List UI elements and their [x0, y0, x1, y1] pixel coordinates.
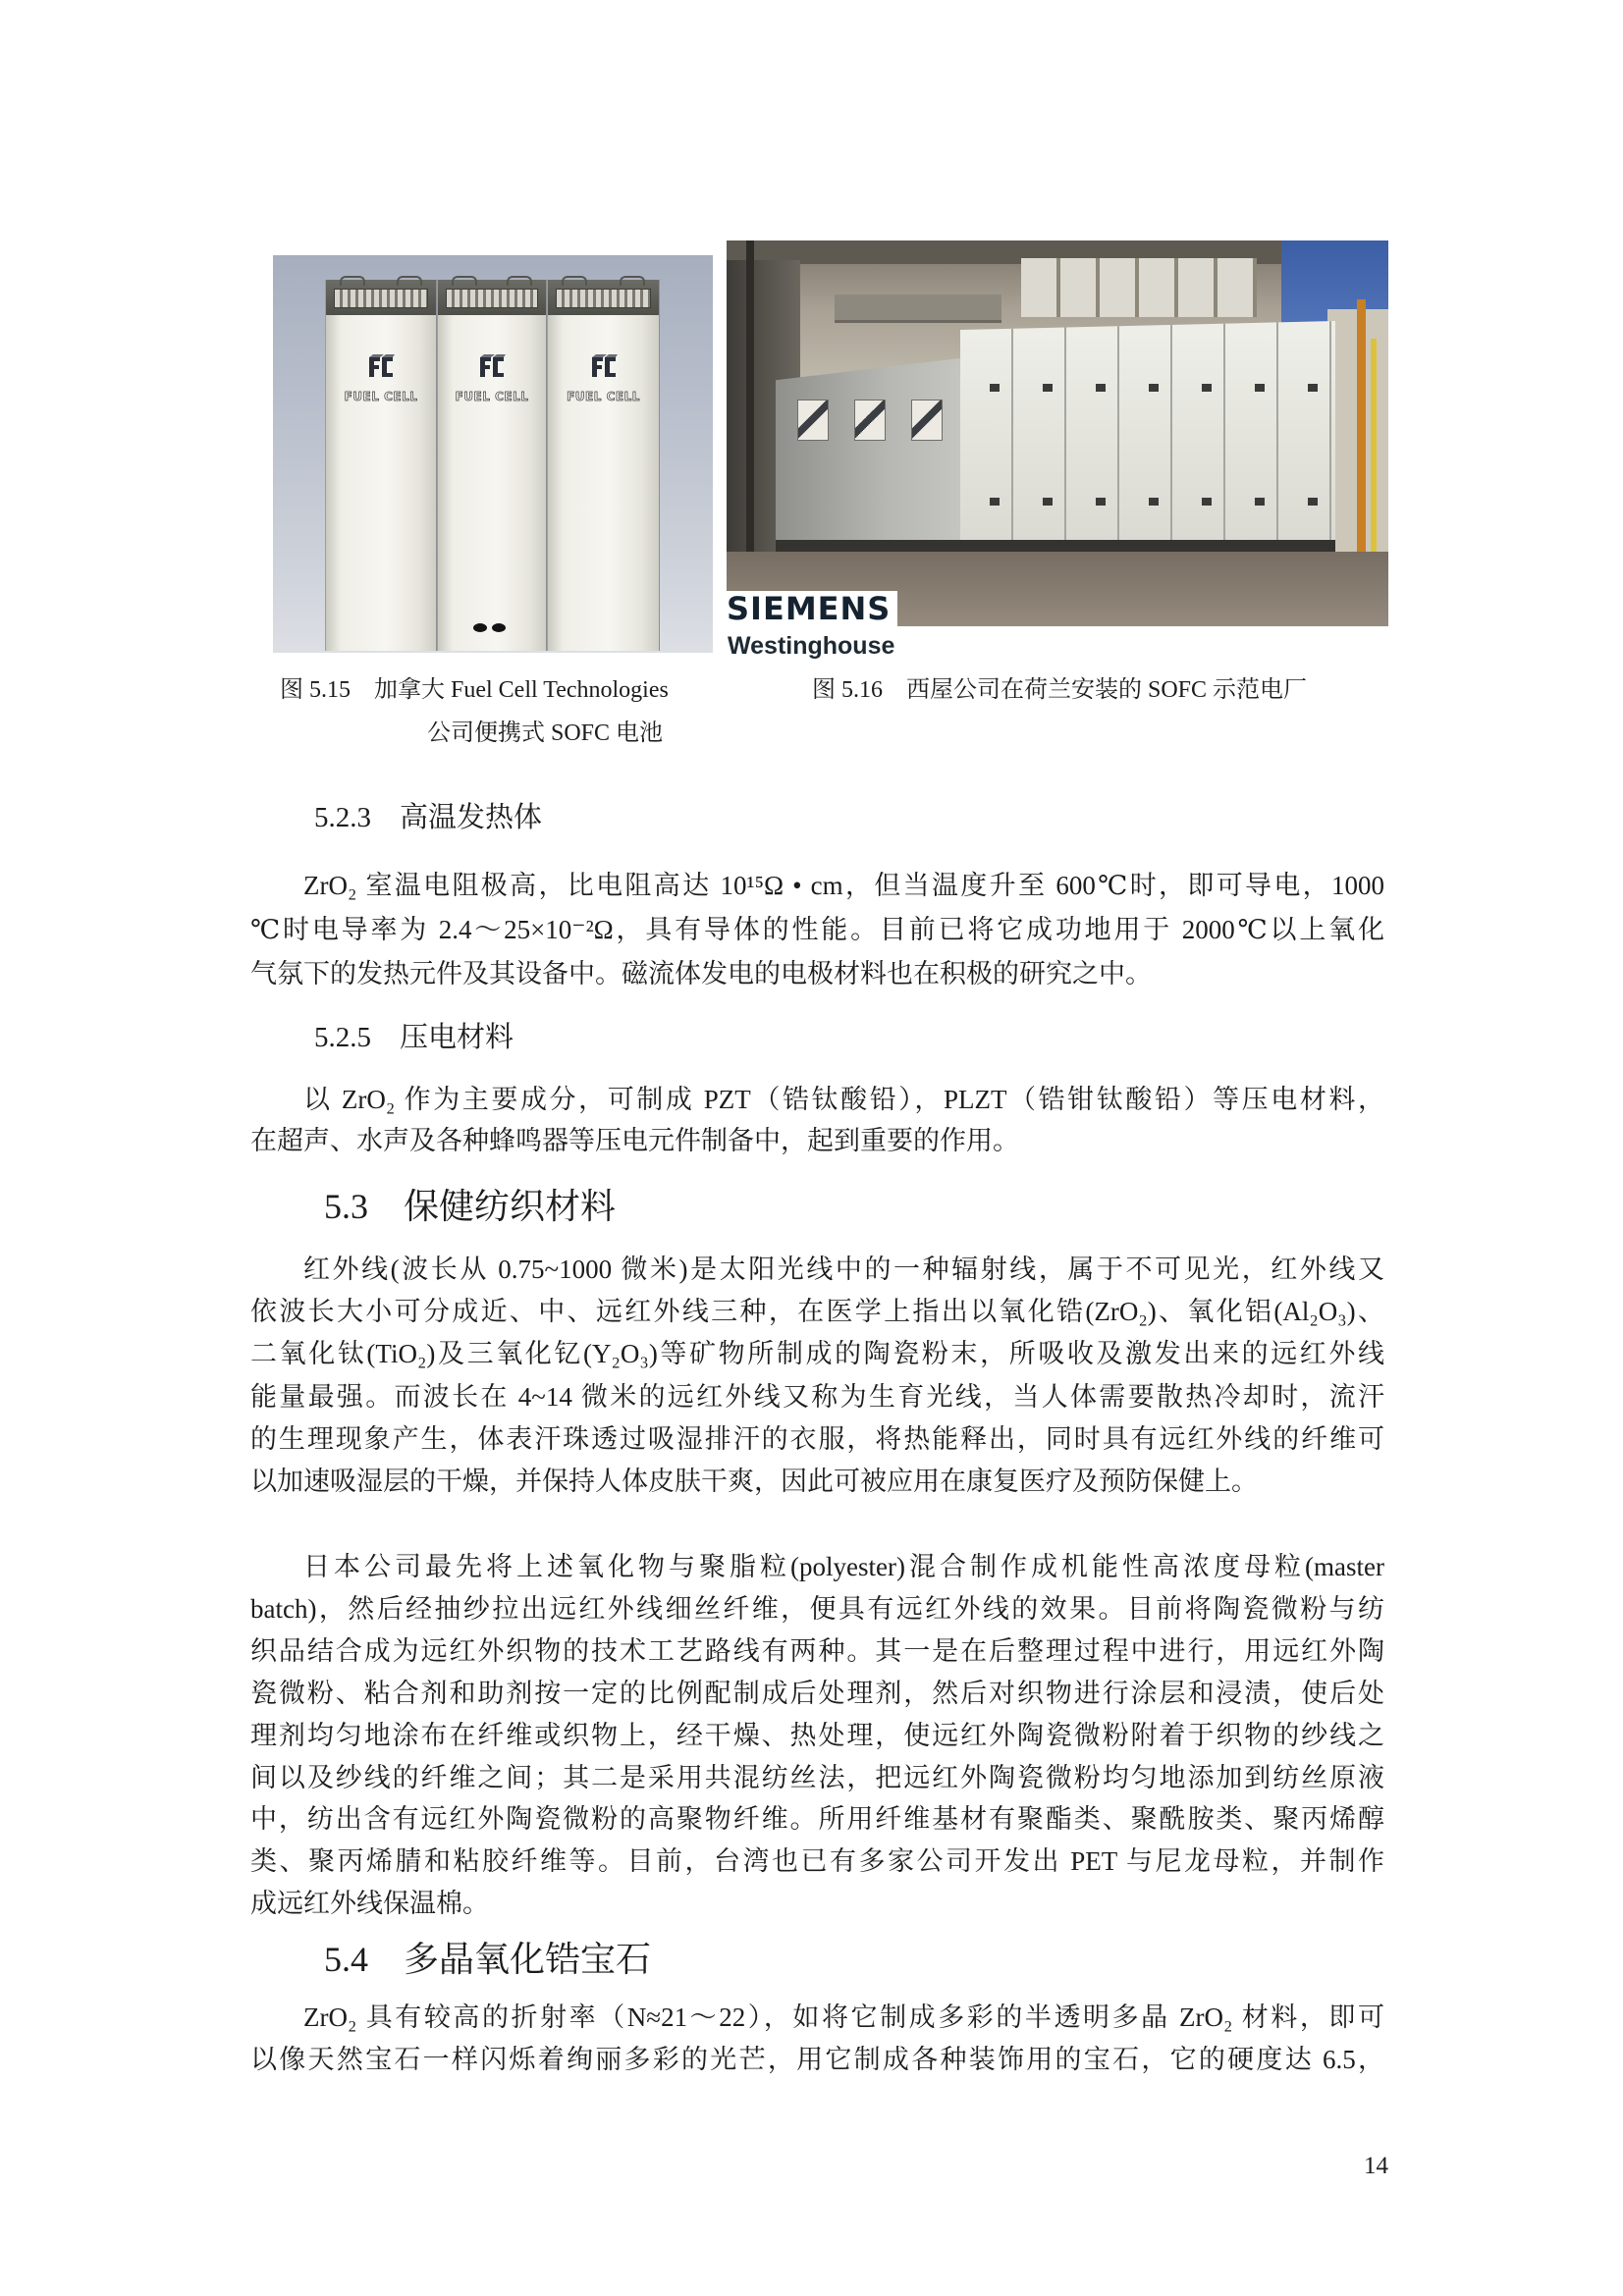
paragraph-line: 成远红外线保温棉。 — [250, 1889, 489, 1919]
paragraph — [250, 1079, 1384, 1161]
paragraph-line: 红外线(波长从 0.75~1000 微米)是太阳光线中的一种辐射线，属于不可见光，红外线又 — [303, 1255, 1384, 1284]
paragraph — [250, 864, 1384, 996]
cabinet-latches — [970, 498, 1325, 506]
fuel-cell-unit — [326, 280, 436, 651]
paragraph-line: batch)，然后经抽纱拉出远红外线细丝纤维，便具有远红外线的效果。目前将陶瓷微粉与纺 — [250, 1593, 1384, 1624]
cabinet-sign — [854, 400, 886, 441]
siemens-logo: SIEMENS — [727, 591, 897, 626]
fct-logo-icon — [477, 352, 507, 380]
handle-icon — [397, 276, 422, 286]
section-heading: 5.3 保健纺织材料 — [324, 1187, 617, 1226]
paragraph-line: 二氧化钛(TiO₂)及三氧化钇(Y₂O₃)等矿物所制成的陶瓷粉末，所吸收及激发出来的远红外线 — [250, 1339, 1384, 1369]
connector-knob — [492, 623, 506, 632]
pipe — [746, 240, 754, 564]
unit-label: FUEL CELL — [567, 390, 640, 403]
paragraph-line: 瓷微粉、粘合剂和助剂按一定的比例配制成后处理剂，然后对织物进行涂层和浸渍，使后处 — [250, 1678, 1384, 1708]
westinghouse-logo: Westinghouse — [728, 632, 895, 660]
vent-grille — [556, 289, 651, 308]
paragraph-line: 气氛下的发热元件及其设备中。磁流体发电的电极材料也在积极的研究之中。 — [250, 959, 1152, 988]
fuel-cell-unit — [548, 280, 659, 651]
paragraph-line: 日本公司最先将上述氧化物与聚脂粒(polyester)混合制作成机能性高浓度母粒(master — [303, 1552, 1384, 1581]
air-duct — [835, 294, 1001, 323]
cabinet-sign — [797, 400, 829, 441]
handle-icon — [620, 276, 645, 286]
pipe — [1357, 299, 1366, 564]
fuel-cell-unit — [438, 280, 546, 651]
paragraph-line: 能量最强。而波长在 4~14 微米的远红外线又称为生育光线，当人体需要散热冷却时，流汗 — [250, 1381, 1384, 1412]
section-heading: 5.2.3 高温发热体 — [314, 802, 543, 833]
paragraph-line: 以像天然宝石一样闪烁着绚丽多彩的光芒，用它制成各种装饰用的宝石，它的硬度达 6.5， — [250, 2045, 1384, 2074]
figure-caption: 图 5.15 加拿大 Fuel Cell Technologies — [280, 677, 669, 703]
paragraph-line: 类、聚丙烯腈和粘胶纤维等。目前，台湾也已有多家公司开发出 PET 与尼龙母粒，并制作 — [250, 1846, 1384, 1877]
figure-caption: 公司便携式 SOFC 电池 — [427, 721, 664, 746]
unit-label: FUEL CELL — [455, 390, 529, 403]
paragraph-line: 以 ZrO₂ 作为主要成分，可制成 PZT（锆钛酸铅），PLZT（锆钳钛酸铅）等压电材料， — [303, 1085, 1384, 1114]
paragraph-line: 中，纺出含有远红外陶瓷微粉的高聚物纤维。所用纤维基材有聚酯类、聚酰胺类、聚丙烯醇 — [250, 1804, 1384, 1835]
sofc-generator-cabinets — [960, 321, 1335, 543]
paragraph-line: ZrO₂ 室温电阻极高，比电阻高达 10¹⁵Ω • cm，但当温度升至 600℃时，即可导电，1000 — [303, 871, 1384, 900]
paragraph-line: 依波长大小可分成近、中、远红外线三种，在医学上指出以氧化锆(ZrO₂)、氧化铝(Al₂O₃)、 — [250, 1297, 1384, 1327]
paragraph-line: 在超声、水声及各种蜂鸣器等压电元件制备中，起到重要的作用。 — [250, 1126, 1019, 1155]
cabinet-sign — [911, 400, 943, 441]
vent-grille — [446, 289, 538, 308]
handle-icon — [452, 276, 477, 286]
handle-icon — [507, 276, 532, 286]
handle-icon — [340, 276, 365, 286]
unit-label: FUEL CELL — [344, 390, 418, 403]
unit-top-vent — [326, 280, 436, 315]
cabinet-base — [776, 540, 1335, 552]
vent-grille — [334, 289, 428, 308]
pipe — [1371, 339, 1377, 564]
paragraph — [250, 1249, 1384, 1503]
fuel-cell-photo — [273, 255, 713, 653]
fct-logo-icon — [366, 352, 396, 380]
paragraph — [250, 1997, 1384, 2081]
paragraph-line: 理剂均匀地涂布在纤维或织物上，经干燥、热处理，使远红外陶瓷微粉附着于织物的纱线之 — [250, 1720, 1384, 1750]
paragraph-line: ZrO₂ 具有较高的折射率（N≈21～22），如将它制成多彩的半透明多晶 ZrO₂ 材料，即可 — [303, 2002, 1384, 2032]
control-cabinets — [776, 358, 960, 540]
unit-top-vent — [438, 280, 546, 315]
connector-knob — [473, 623, 487, 632]
cabinet-latches — [970, 384, 1325, 392]
figure-caption: 图 5.16 西屋公司在荷兰安装的 SOFC 示范电厂 — [812, 677, 1308, 703]
section-heading: 5.4 多晶氧化锆宝石 — [324, 1940, 652, 1979]
paragraph-line: 间以及纱线的纤维之间；其二是采用共混纺丝法，把远红外陶瓷微粉均匀地添加到纺丝原液 — [250, 1762, 1384, 1792]
section-heading: 5.2.5 压电材料 — [314, 1022, 514, 1053]
fct-logo-icon — [589, 352, 619, 380]
hall-windows — [1021, 258, 1257, 317]
sofc-plant-photo — [727, 240, 1388, 626]
paragraph-line: 的生理现象产生，体表汗珠透过吸湿排汗的衣服，将热能释出，同时具有远红外线的纤维可 — [250, 1423, 1384, 1454]
paragraph-line: 织品结合成为远红外织物的技术工艺路线有两种。其一是在后整理过程中进行，用远红外陶 — [250, 1635, 1384, 1666]
paragraph-line: 以加速吸湿层的干燥，并保持人体皮肤干爽，因此可被应用在康复医疗及预防保健上。 — [250, 1467, 1258, 1497]
page-number: 14 — [1364, 2153, 1388, 2179]
paragraph-line: ℃时电导率为 2.4～25×10⁻²Ω，具有导体的性能。目前已将它成功地用于 2000℃以上氧化 — [250, 915, 1384, 944]
handle-icon — [562, 276, 587, 286]
unit-top-vent — [548, 280, 659, 315]
paragraph — [250, 1546, 1384, 1925]
